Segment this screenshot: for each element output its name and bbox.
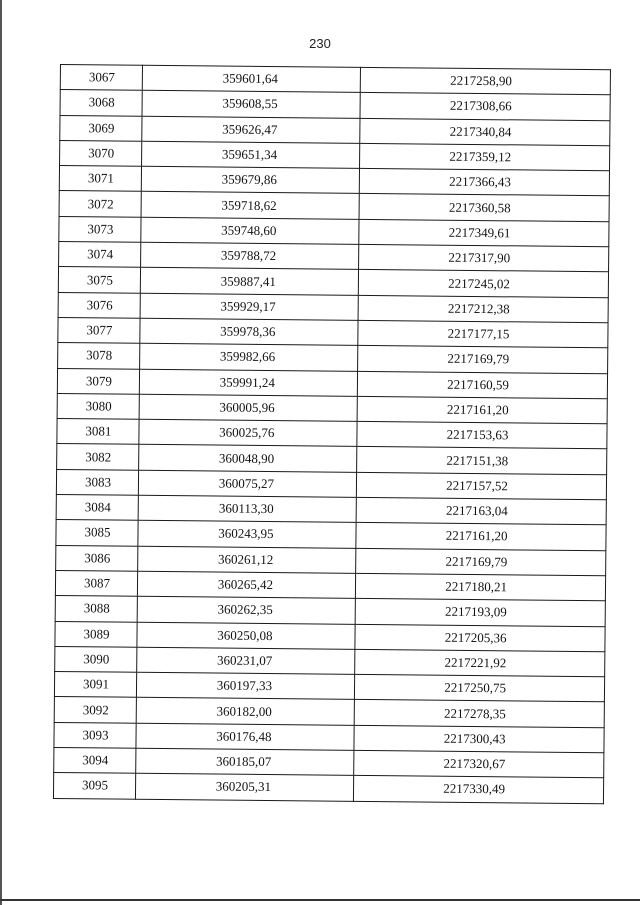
point-number-cell: 3072 xyxy=(59,191,141,217)
x-coordinate-cell: 359601,64 xyxy=(142,65,360,92)
y-coordinate-cell: 2217163,04 xyxy=(356,497,606,525)
coordinates-table-container xyxy=(53,64,610,804)
point-number-cell: 3083 xyxy=(56,469,138,495)
x-coordinate-cell: 359982,66 xyxy=(140,344,358,371)
x-coordinate-cell: 360182,00 xyxy=(136,698,354,725)
point-number-cell: 3079 xyxy=(57,368,139,394)
x-coordinate-cell: 359626,47 xyxy=(142,116,360,143)
point-number-cell: 3094 xyxy=(54,747,136,773)
coordinates-table xyxy=(53,64,611,804)
y-coordinate-cell: 2217153,63 xyxy=(357,422,607,450)
x-coordinate-cell: 360048,90 xyxy=(139,445,357,472)
point-number-cell: 3095 xyxy=(53,773,135,799)
point-number-cell: 3075 xyxy=(58,267,140,293)
x-coordinate-cell: 360113,30 xyxy=(138,495,356,522)
y-coordinate-cell: 2217317,90 xyxy=(359,244,609,272)
point-number-cell: 3071 xyxy=(59,166,141,192)
x-coordinate-cell: 360075,27 xyxy=(138,470,356,497)
point-number-cell: 3085 xyxy=(56,520,138,546)
y-coordinate-cell: 2217161,20 xyxy=(357,396,607,424)
x-coordinate-cell: 360205,31 xyxy=(135,774,353,801)
y-coordinate-cell: 2217177,15 xyxy=(358,320,608,348)
y-coordinate-cell: 2217193,09 xyxy=(355,599,605,627)
page-number: 230 xyxy=(309,36,331,51)
y-coordinate-cell: 2217169,79 xyxy=(358,346,608,374)
point-number-cell: 3091 xyxy=(54,672,136,698)
y-coordinate-cell: 2217205,36 xyxy=(355,624,605,652)
x-coordinate-cell: 360197,33 xyxy=(136,672,354,699)
point-number-cell: 3073 xyxy=(59,216,141,242)
x-coordinate-cell: 359978,36 xyxy=(140,318,358,345)
point-number-cell: 3082 xyxy=(57,444,139,470)
x-coordinate-cell: 359651,34 xyxy=(142,141,360,168)
y-coordinate-cell: 2217320,67 xyxy=(354,750,604,778)
point-number-cell: 3084 xyxy=(56,495,138,521)
x-coordinate-cell: 359929,17 xyxy=(140,293,358,320)
x-coordinate-cell: 359718,62 xyxy=(141,192,359,219)
x-coordinate-cell: 360185,07 xyxy=(136,748,354,775)
x-coordinate-cell: 359748,60 xyxy=(141,217,359,244)
y-coordinate-cell: 2217250,75 xyxy=(354,674,604,702)
x-coordinate-cell: 359887,41 xyxy=(140,268,358,295)
x-coordinate-cell: 360262,35 xyxy=(137,597,355,624)
x-coordinate-cell: 359679,86 xyxy=(141,166,359,193)
x-coordinate-cell: 360261,12 xyxy=(138,546,356,573)
y-coordinate-cell: 2217366,43 xyxy=(359,169,609,197)
point-number-cell: 3087 xyxy=(55,570,137,596)
point-number-cell: 3078 xyxy=(58,343,140,369)
point-number-cell: 3081 xyxy=(57,419,139,445)
y-coordinate-cell: 2217359,12 xyxy=(360,143,610,171)
point-number-cell: 3093 xyxy=(54,722,136,748)
point-number-cell: 3069 xyxy=(60,115,142,141)
x-coordinate-cell: 360243,95 xyxy=(138,521,356,548)
point-number-cell: 3092 xyxy=(54,697,136,723)
y-coordinate-cell: 2217180,21 xyxy=(355,573,605,601)
point-number-cell: 3089 xyxy=(55,621,137,647)
y-coordinate-cell: 2217245,02 xyxy=(358,270,608,298)
point-number-cell: 3088 xyxy=(55,596,137,622)
y-coordinate-cell: 2217212,38 xyxy=(358,295,608,323)
y-coordinate-cell: 2217221,92 xyxy=(355,649,605,677)
point-number-cell: 3086 xyxy=(56,545,138,571)
table-row xyxy=(53,773,603,804)
y-coordinate-cell: 2217151,38 xyxy=(357,447,607,475)
point-number-cell: 3067 xyxy=(60,65,142,91)
x-coordinate-cell: 360005,96 xyxy=(139,394,357,421)
y-coordinate-cell: 2217308,66 xyxy=(360,93,610,121)
x-coordinate-cell: 359608,55 xyxy=(142,91,360,118)
x-coordinate-cell: 360025,76 xyxy=(139,419,357,446)
x-coordinate-cell: 360265,42 xyxy=(137,571,355,598)
y-coordinate-cell: 2217349,61 xyxy=(359,219,609,247)
point-number-cell: 3070 xyxy=(60,140,142,166)
x-coordinate-cell: 359991,24 xyxy=(139,369,357,396)
x-coordinate-cell: 360231,07 xyxy=(137,647,355,674)
point-number-cell: 3077 xyxy=(58,317,140,343)
x-coordinate-cell: 359788,72 xyxy=(141,242,359,269)
y-coordinate-cell: 2217278,35 xyxy=(354,700,604,728)
y-coordinate-cell: 2217300,43 xyxy=(354,725,604,753)
x-coordinate-cell: 360250,08 xyxy=(137,622,355,649)
y-coordinate-cell: 2217169,79 xyxy=(356,548,606,576)
y-coordinate-cell: 2217157,52 xyxy=(356,472,606,500)
point-number-cell: 3068 xyxy=(60,90,142,116)
x-coordinate-cell: 360176,48 xyxy=(136,723,354,750)
y-coordinate-cell: 2217330,49 xyxy=(353,776,603,804)
y-coordinate-cell: 2217161,20 xyxy=(356,523,606,551)
point-number-cell: 3080 xyxy=(57,393,139,419)
y-coordinate-cell: 2217360,58 xyxy=(359,194,609,222)
y-coordinate-cell: 2217258,90 xyxy=(360,67,610,95)
y-coordinate-cell: 2217340,84 xyxy=(360,118,610,146)
scan-edge-bottom xyxy=(0,899,640,901)
y-coordinate-cell: 2217160,59 xyxy=(357,371,607,399)
scan-edge-left xyxy=(0,0,2,905)
point-number-cell: 3074 xyxy=(59,242,141,268)
point-number-cell: 3076 xyxy=(58,292,140,318)
coordinates-table-body xyxy=(53,65,610,804)
point-number-cell: 3090 xyxy=(55,646,137,672)
